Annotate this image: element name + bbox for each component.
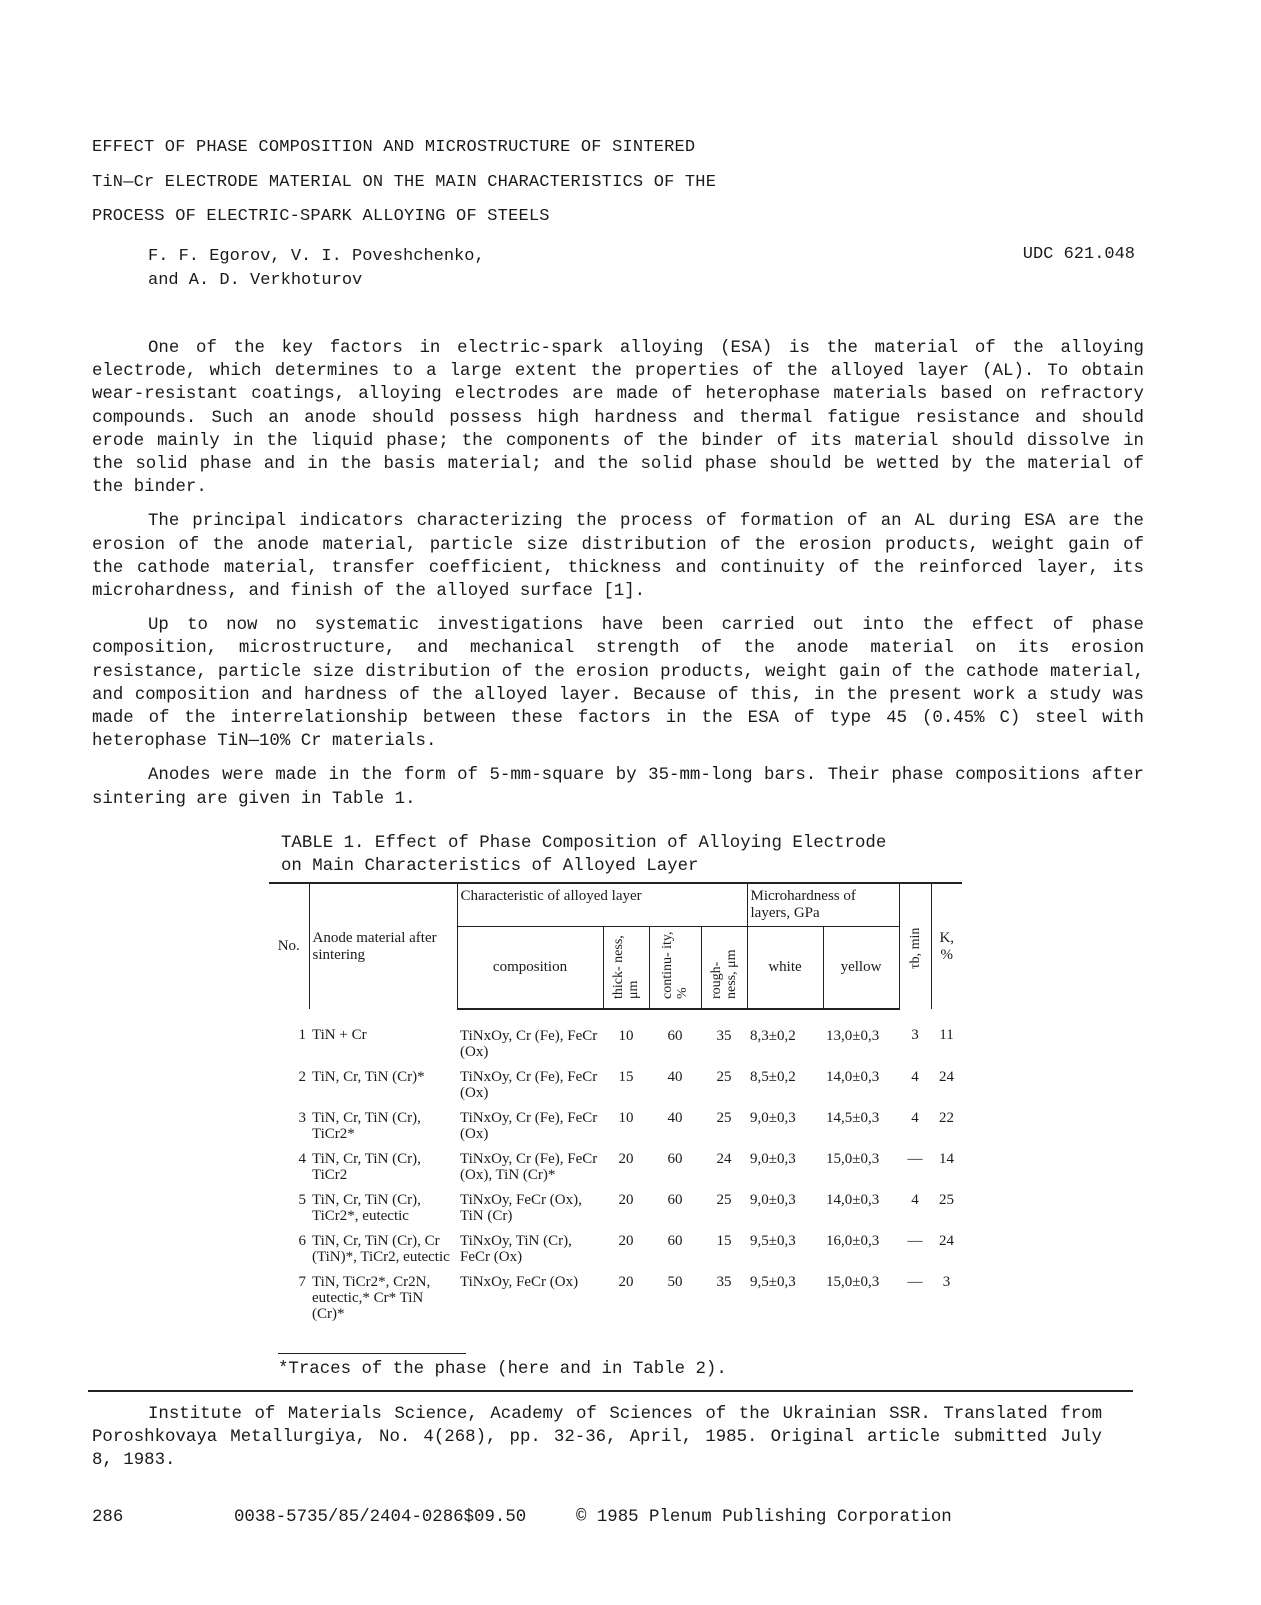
cell-no: 7 (298, 1274, 306, 1290)
cell-composition: TiNxOy, Cr (Fe), FeCr (Ox) (460, 1110, 598, 1142)
cell-anode: TiN + Cr (312, 1027, 367, 1043)
cell-continuity: 60 (667, 1028, 683, 1044)
title-line-1: EFFECT OF PHASE COMPOSITION AND MICROSTRUCTURE OF SINTERED (92, 138, 696, 157)
table-row (269, 1192, 962, 1233)
cell-composition: TiNxOy, FeCr (Ox) (460, 1274, 579, 1290)
cell-thickness: 10 (618, 1028, 634, 1044)
cell-composition: TiNxOy, TiN (Cr), FeCr (Ox) (460, 1233, 572, 1265)
udc-code: UDC 621.048 (1022, 245, 1135, 264)
cell-roughness: 35 (716, 1274, 732, 1290)
cell-tb: — (907, 1274, 923, 1290)
table-caption-line-1: TABLE 1. Effect of Phase Composition of Alloying Electrode (281, 834, 887, 853)
header-characteristic: Characteristic of alloyed layer (457, 883, 747, 927)
table-body (269, 1009, 962, 1322)
cell-anode: TiN, Cr, TiN (Cr)* (312, 1069, 425, 1085)
cell-anode: TiN, Cr, TiN (Cr), TiCr2 (312, 1151, 421, 1183)
cell-white: 8,5±0,2 (750, 1069, 796, 1085)
footnote-divider (278, 1353, 466, 1354)
cell-roughness: 25 (716, 1192, 732, 1208)
paragraph-4: Anodes were made in the form of 5-mm-square by 35-mm-long bars. Their phase compositions after sintering are given in Table 1. (92, 766, 1144, 809)
cell-anode: TiN, Cr, TiN (Cr), TiCr2*, eutectic (312, 1192, 421, 1224)
table-caption-line-2: on Main Characteristics of Alloyed Layer (281, 857, 699, 876)
cell-k: 25 (939, 1192, 954, 1208)
table-row (269, 1069, 962, 1110)
affiliation (92, 1403, 1102, 1473)
cell-continuity: 40 (667, 1069, 683, 1085)
cell-no: 1 (298, 1027, 306, 1043)
header-tb-label: τb, min (907, 927, 923, 969)
cell-no: 5 (298, 1192, 306, 1208)
cell-yellow: 15,0±0,3 (826, 1151, 880, 1167)
cell-no: 3 (298, 1110, 306, 1126)
header-composition: composition (457, 927, 603, 1010)
cell-composition: TiNxOy, FeCr (Ox), TiN (Cr) (460, 1192, 582, 1224)
affiliation-text: Institute of Materials Science, Academy of Sciences of the Ukrainian SSR. Translated from Poroshkovaya Metallurgiya, No. 4(268), pp. 32-36, April, 1985. Original article submitted July 8, 1983. (92, 1405, 1102, 1471)
table-row (269, 1110, 962, 1151)
header-thickness (603, 927, 649, 1010)
cell-thickness: 20 (618, 1233, 634, 1249)
header-thickness-label: thick- ness, μm (611, 935, 641, 999)
table-1 (269, 882, 962, 1322)
cell-roughness: 25 (716, 1069, 732, 1085)
cell-yellow: 16,0±0,3 (826, 1233, 880, 1249)
cell-composition: TiNxOy, Cr (Fe), FeCr (Ox) (460, 1028, 598, 1060)
cell-white: 9,5±0,3 (750, 1274, 796, 1290)
cell-thickness: 20 (618, 1274, 634, 1290)
cell-anode: TiN, TiCr2*, Cr2N, eutectic,* Cr* TiN (Cr)* (312, 1274, 431, 1322)
cell-tb: 3 (911, 1027, 919, 1043)
header-microhardness: Microhardness of layers, GPa (747, 883, 899, 927)
cell-roughness: 35 (716, 1028, 732, 1044)
paragraph-1: One of the key factors in electric-spark alloying (ESA) is the material of the alloying electrode, which determines to a large extent the properties of the alloyed layer (AL). To obtain wear-resistant coatings, alloying electrodes are made of heterophase materials based on refractory compounds. Such an anode should possess high hardness and thermal fatigue resistance and should erode mainly in the liquid phase; the components of the binder of its material should dissolve in the solid phase and in the basis material; and the solid phase should be wetted by the material of the binder. (92, 339, 1144, 498)
cell-white: 8,3±0,2 (750, 1028, 796, 1044)
cell-yellow: 14,0±0,3 (826, 1069, 880, 1085)
header-k: K, % (931, 883, 962, 1009)
header-no: No. (269, 883, 309, 1009)
cell-k: 14 (939, 1151, 954, 1167)
cell-anode: TiN, Cr, TiN (Cr), TiCr2* (312, 1110, 421, 1142)
cell-white: 9,5±0,3 (750, 1233, 796, 1249)
cell-tb: — (907, 1151, 923, 1167)
header-continuity-label: continu- ity, % (660, 931, 690, 999)
article-title (92, 131, 852, 235)
cell-no: 2 (298, 1069, 306, 1085)
cell-white: 9,0±0,3 (750, 1192, 796, 1208)
header-yellow: yellow (823, 927, 899, 1010)
copyright: © 1985 Plenum Publishing Corporation (576, 1508, 952, 1527)
authors-line-1: F. F. Egorov, V. I. Poveshchenko, (148, 247, 485, 266)
cell-thickness: 15 (618, 1069, 634, 1085)
cell-continuity: 60 (667, 1151, 683, 1167)
cell-composition: TiNxOy, Cr (Fe), FeCr (Ox) (460, 1069, 598, 1101)
data-table (269, 882, 962, 1322)
authors (148, 245, 485, 293)
page-divider (88, 1390, 1133, 1392)
cell-yellow: 15,0±0,3 (826, 1274, 880, 1290)
cell-continuity: 60 (667, 1233, 683, 1249)
cell-thickness: 20 (618, 1192, 634, 1208)
cell-tb: 4 (911, 1192, 919, 1208)
cell-k: 24 (939, 1069, 954, 1085)
cell-roughness: 25 (716, 1110, 732, 1126)
cell-no: 4 (298, 1151, 306, 1167)
cell-white: 9,0±0,3 (750, 1110, 796, 1126)
header-white: white (747, 927, 823, 1010)
cell-continuity: 60 (667, 1192, 683, 1208)
title-line-3: PROCESS OF ELECTRIC-SPARK ALLOYING OF STEELS (92, 207, 550, 226)
cell-k: 22 (939, 1110, 954, 1126)
header-continuity (649, 927, 701, 1010)
cell-roughness: 15 (716, 1233, 732, 1249)
page-number: 286 (92, 1508, 124, 1527)
cell-no: 6 (298, 1233, 306, 1249)
table-row (269, 1151, 962, 1192)
table-footnote: *Traces of the phase (here and in Table 2). (278, 1360, 727, 1379)
page-footer (92, 1508, 952, 1527)
cell-continuity: 50 (667, 1274, 683, 1290)
paragraph-3: Up to now no systematic investigations have been carried out into the effect of phase composition, microstructure, and mechanical strength of the anode material on its erosion resistance, particle size distribution of the erosion products, weight gain of the cathode material, and composition and hardness of the alloyed layer. Because of this, in the present work a study was made of the interrelationship between these factors in the ESA of type 45 (0.45% C) steel with heterophase TiN—10% Cr materials. (92, 616, 1144, 752)
cell-tb: — (907, 1233, 923, 1249)
cell-white: 9,0±0,3 (750, 1151, 796, 1167)
cell-continuity: 40 (667, 1110, 683, 1126)
cell-yellow: 14,5±0,3 (826, 1110, 880, 1126)
table-row (269, 1009, 962, 1069)
cell-thickness: 20 (618, 1151, 634, 1167)
cell-yellow: 14,0±0,3 (826, 1192, 880, 1208)
cell-tb: 4 (911, 1069, 919, 1085)
table-row (269, 1274, 962, 1322)
cell-tb: 4 (911, 1110, 919, 1126)
cell-roughness: 24 (716, 1151, 732, 1167)
cell-yellow: 13,0±0,3 (826, 1028, 880, 1044)
header-anode: Anode material after sintering (309, 883, 457, 1009)
header-roughness (701, 927, 747, 1010)
body-text (92, 337, 1144, 822)
cell-anode: TiN, Cr, TiN (Cr), Cr (TiN)*, TiCr2, eutectic (312, 1233, 450, 1265)
cell-k: 11 (939, 1027, 954, 1043)
cell-k: 3 (942, 1274, 951, 1290)
header-tb (899, 883, 931, 1009)
cell-composition: TiNxOy, Cr (Fe), FeCr (Ox), TiN (Cr)* (460, 1151, 598, 1183)
header-roughness-label: rough- ness, μm (709, 949, 739, 999)
authors-line-2: and A. D. Verkhoturov (148, 271, 363, 290)
table-row (269, 1233, 962, 1274)
table-caption (281, 832, 981, 878)
cell-thickness: 10 (618, 1110, 634, 1126)
cell-k: 24 (939, 1233, 954, 1249)
title-line-2: TiN—Cr ELECTRODE MATERIAL ON THE MAIN CHARACTERISTICS OF THE (92, 172, 717, 192)
paragraph-2: The principal indicators characterizing the process of formation of an AL during ESA are the erosion of the anode material, particle size distribution of the erosion products, weight gain of the cathode material, transfer coefficient, thickness and continuity of the reinforced layer, its microhardness, and finish of the alloyed surface [1]. (92, 512, 1144, 602)
publication-code: 0038-5735/85/2404-0286$09.50 (234, 1508, 527, 1527)
